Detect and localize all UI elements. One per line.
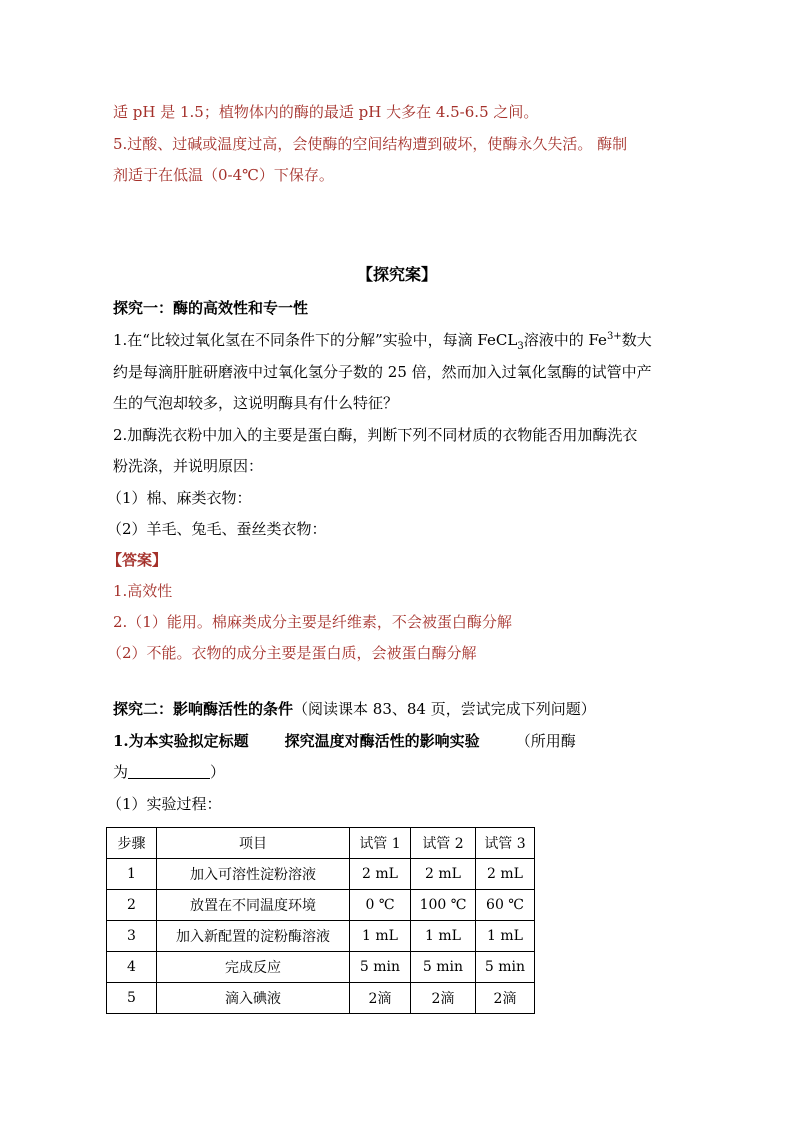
table-header: 试管 2 <box>411 828 476 859</box>
table-cell: 1 mL <box>411 921 476 952</box>
table-cell: 2滴 <box>350 983 411 1014</box>
enzyme-blank[interactable] <box>128 764 210 779</box>
part1-heading: 探究一：酶的高效性和专一性 <box>113 299 309 317</box>
table-row <box>107 983 535 1014</box>
intro-line-2: 5.过酸、过碱或温度过高，会使酶的空间结构遭到破坏，使酶永久失活。 酶制 <box>113 135 628 153</box>
part2-heading-note: （阅读课本 83、84 页，尝试完成下列问题） <box>293 700 596 718</box>
table-cell: 0 ℃ <box>350 890 411 921</box>
table-cell: 2 mL <box>476 859 535 890</box>
table-cell: 5 min <box>411 952 476 983</box>
table-row <box>107 952 535 983</box>
table-cell: 1 mL <box>350 921 411 952</box>
table-cell: 加入可溶性淀粉溶液 <box>157 859 350 890</box>
table-cell: 2滴 <box>476 983 535 1014</box>
table-cell: 1 <box>107 859 157 890</box>
table-row <box>107 921 535 952</box>
intro-line-1: 适 pH 是 1.5；植物体内的酶的最适 pH 大多在 4.5-6.5 之间。 <box>113 103 539 121</box>
section-title: 【探究案】 <box>356 265 437 284</box>
table-cell: 60 ℃ <box>476 890 535 921</box>
answer-2-1: 2.（1）能用。棉麻类成分主要是纤维素，不会被蛋白酶分解 <box>113 613 512 631</box>
table-row <box>107 859 535 890</box>
table-cell: 放置在不同温度环境 <box>157 890 350 921</box>
table-cell: 加入新配置的淀粉酶溶液 <box>157 921 350 952</box>
procedure-label: （1）实验过程： <box>107 795 222 813</box>
answer-2-2: （2）不能。衣物的成分主要是蛋白质，会被蛋白酶分解 <box>107 644 477 662</box>
enzyme-prompt: （所用酶 <box>515 732 576 750</box>
table-cell: 4 <box>107 952 157 983</box>
part1-question-2: 2.加酶洗衣粉中加入的主要是蛋白酶，判断下列不同材质的衣物能否用加酶洗衣 <box>113 426 638 444</box>
table-row <box>107 890 535 921</box>
part1-question-2-item-2: （2）羊毛、兔毛、蚕丝类衣物： <box>107 520 327 538</box>
table-cell: 2 mL <box>350 859 411 890</box>
part2-heading-line <box>113 699 596 719</box>
part1-question-2-item-1: （1）棉、麻类衣物： <box>107 489 252 507</box>
part1-question-1-line2: 约是每滴肝脏研磨液中过氧化氢分子数的 25 倍，然而加入过氧化氢酶的试管中产 <box>113 363 652 381</box>
part1-question-1-line3: 生的气泡却较多，这说明酶具有什么特征？ <box>113 394 399 412</box>
table-cell: 5 min <box>350 952 411 983</box>
table-cell: 5 <box>107 983 157 1014</box>
part2-heading: 探究二：影响酶活性的条件 <box>113 700 294 718</box>
table-cell: 100 ℃ <box>411 890 476 921</box>
intro-line-3: 剂适于在低温（0-4℃）下保存。 <box>113 166 334 184</box>
table-cell: 滴入碘液 <box>157 983 350 1014</box>
answer-label: 【答案】 <box>107 551 168 569</box>
answer-1: 1.高效性 <box>113 582 173 600</box>
table-header-row <box>107 828 535 859</box>
part1-question-1: 1.在“比较过氧化氢在不同条件下的分解”实验中，每滴 FeCL$_3$溶液中的 $Fe^{3+}$数大 <box>113 331 652 352</box>
part2-question-1: 1.为本实验拟定标题 探究温度对酶活性的影响实验 （所用酶 <box>113 732 576 750</box>
table-cell: 1 mL <box>476 921 535 952</box>
table-cell: 3 <box>107 921 157 952</box>
table-cell: 5 min <box>476 952 535 983</box>
experiment-title: 探究温度对酶活性的影响实验 <box>284 732 480 750</box>
table-header: 试管 3 <box>476 828 535 859</box>
table-header: 项目 <box>157 828 350 859</box>
table-cell: 2 <box>107 890 157 921</box>
part1-question-2-line2: 粉洗涤，并说明原因： <box>113 457 264 475</box>
table-cell: 2 mL <box>411 859 476 890</box>
part2-question-1-line2: 为 ） <box>113 763 226 781</box>
table-cell: 2滴 <box>411 983 476 1014</box>
table-cell: 完成反应 <box>157 952 350 983</box>
table-header: 试管 1 <box>350 828 411 859</box>
experiment-table <box>106 827 535 1014</box>
table-header: 步骤 <box>107 828 157 859</box>
